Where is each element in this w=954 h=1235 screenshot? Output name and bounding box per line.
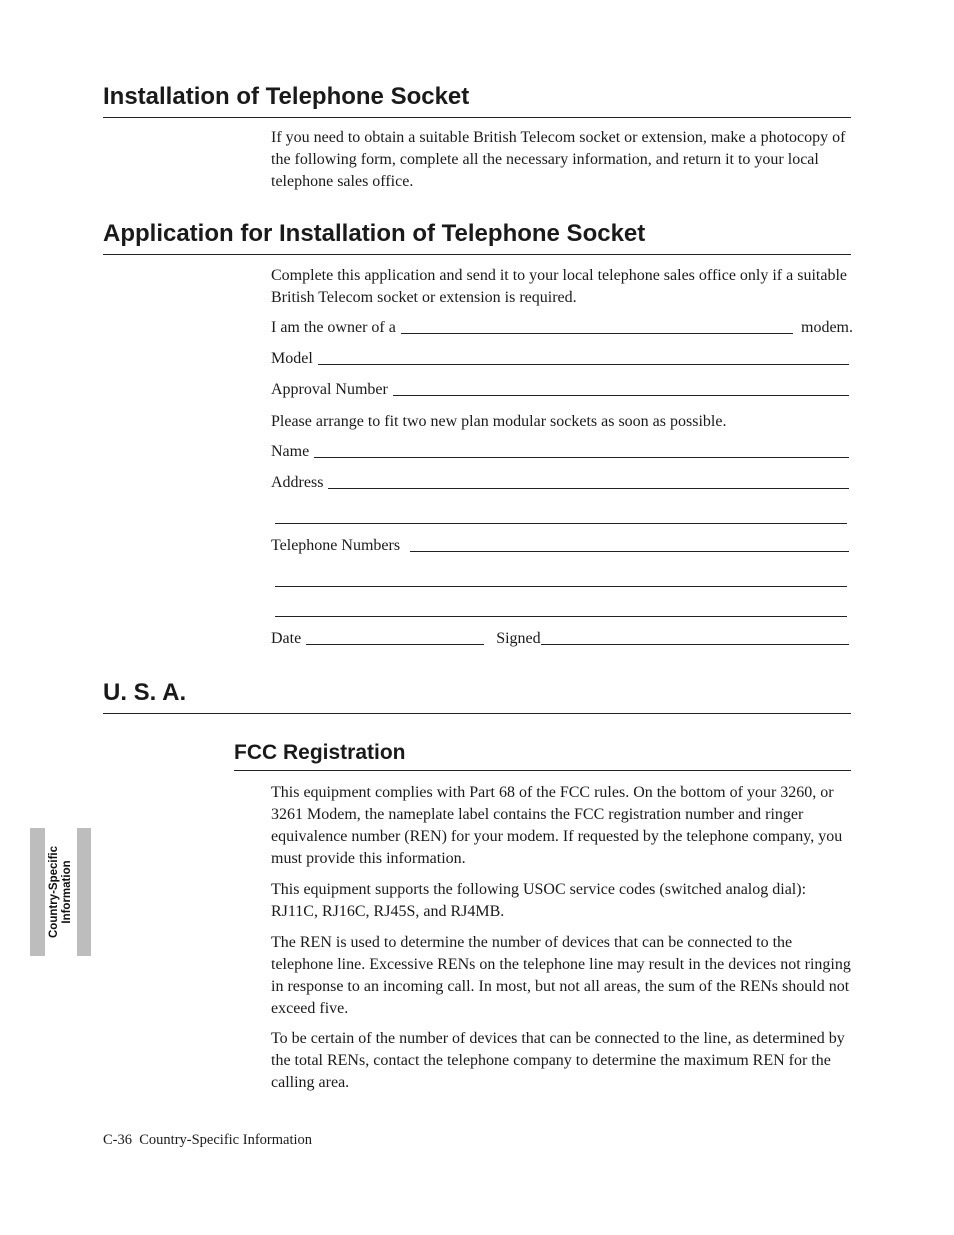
address-blank <box>328 487 849 489</box>
telephone-blank <box>410 550 849 552</box>
owner-suffix: modem. <box>801 319 853 336</box>
form-line-address <box>271 473 849 493</box>
fcc-paragraph-3: The REN is used to determine the number of devices that can be connected to the telephone line. Excessive RENs on the telephone line may result in the devices not ringing in response to an incoming call. In most, but not all areas, the sum of the RENs should not exceed five. <box>271 934 851 1017</box>
subsection-heading-fcc: FCC Registration <box>234 741 851 771</box>
owner-label: I am the owner of a <box>271 319 396 336</box>
form-line-telephone <box>271 536 849 556</box>
form-line-owner <box>271 318 853 338</box>
signed-label: Signed <box>496 630 541 647</box>
side-tab-country-specific <box>30 828 91 956</box>
installation-body: If you need to obtain a suitable British Telecom socket or extension, make a photocopy of the following form, complete all the necessary information, and return it to your local telephone sales office. <box>271 129 846 190</box>
name-blank <box>314 456 849 458</box>
signed-blank <box>541 643 849 645</box>
side-tab-line-2: Information <box>61 860 73 924</box>
section-heading-usa: U. S. A. <box>103 679 851 714</box>
fcc-paragraph-4: To be certain of the number of devices that can be connected to the line, as determined by the total RENs, contact the telephone company to determine the maximum REN for the calling area. <box>271 1030 845 1091</box>
approval-label: Approval Number <box>271 381 388 398</box>
application-intro: Complete this application and send it to your local telephone sales office only if a suitable British Telecom socket or extension is required. <box>271 267 847 306</box>
name-label: Name <box>271 443 310 460</box>
address-label: Address <box>271 474 324 491</box>
model-blank <box>318 363 849 365</box>
telephone-blank-2 <box>275 585 847 587</box>
arrange-text: Please arrange to fit two new plan modular sockets as soon as possible. <box>271 413 727 430</box>
fcc-paragraph-1: This equipment complies with Part 68 of the FCC rules. On the bottom of your 3260, or 3261 Modem, the nameplate label contains the FCC registration number and ringer equivalence number (REN) for your modem. If requested by the telephone company, you must provide this information. <box>271 784 843 867</box>
owner-blank <box>401 332 793 334</box>
section-heading-application: Application for Installation of Telephone Socket <box>103 220 851 255</box>
fcc-paragraph-2: This equipment supports the following USOC service codes (switched analog dial): RJ11C, RJ16C, RJ45S, and RJ4MB. <box>271 881 807 920</box>
form-line-approval <box>271 380 849 400</box>
section-heading-installation: Installation of Telephone Socket <box>103 83 851 118</box>
telephone-label: Telephone Numbers <box>271 537 401 554</box>
date-blank <box>306 643 484 645</box>
form-line-date-signed <box>271 629 849 649</box>
page-footer: C-36 Country-Specific Information <box>103 1132 312 1148</box>
model-label: Model <box>271 350 313 367</box>
form-line-model <box>271 349 849 369</box>
form-line-name <box>271 442 849 462</box>
address-blank-2 <box>275 522 847 524</box>
date-label: Date <box>271 630 302 647</box>
telephone-blank-3 <box>275 615 847 617</box>
side-tab-line-1: Country-Specific <box>48 846 60 939</box>
approval-blank <box>393 394 849 396</box>
side-tab-label <box>48 832 74 952</box>
